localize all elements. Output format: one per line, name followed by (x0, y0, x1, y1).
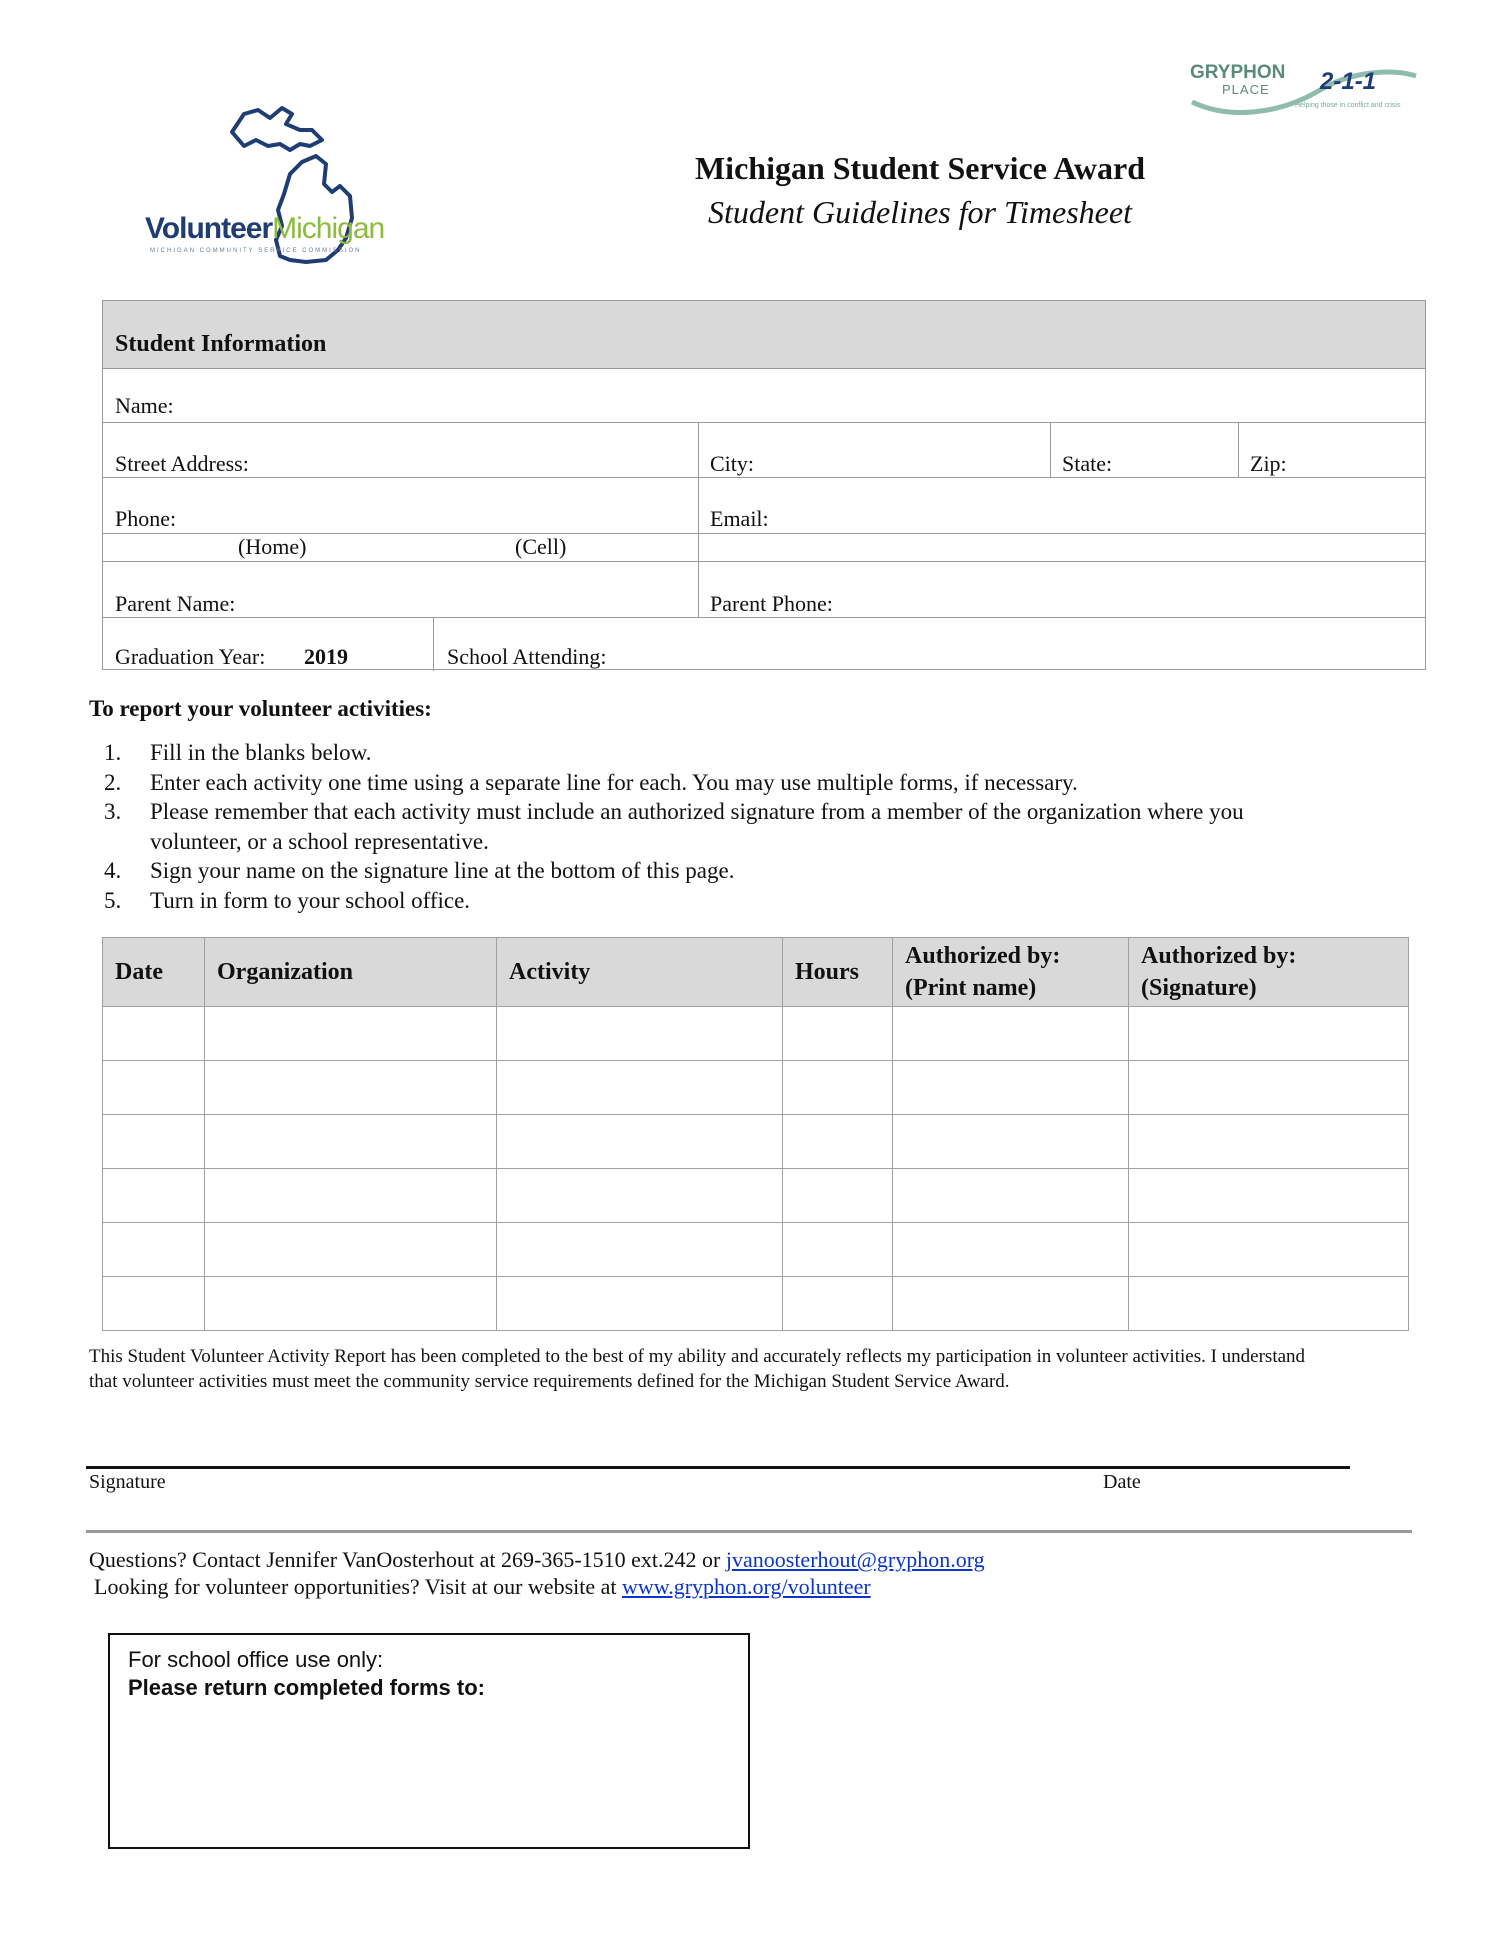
student-info-heading: Student Information (115, 331, 327, 357)
instruction-text: Fill in the blanks below. (150, 740, 372, 765)
hours-cell[interactable] (783, 1007, 893, 1061)
authorized-print-cell[interactable] (893, 1223, 1129, 1277)
authorized-print-cell[interactable] (893, 1169, 1129, 1223)
instruction-step: 2. Enter each activity one time using a separate line for each. You may use multiple forms, if necessary. (104, 769, 1078, 795)
activity-row (103, 1061, 1409, 1115)
zip-field[interactable]: Zip: (1250, 451, 1287, 476)
organization-column-header: Organization (205, 938, 497, 1007)
email-field[interactable]: Email: (710, 506, 769, 531)
contact-email-link[interactable]: jvanoosterhout@gryphon.org (725, 1547, 985, 1572)
name-field[interactable]: Name: (115, 393, 174, 418)
date-column-header: Date (103, 938, 205, 1007)
authorized-print-cell[interactable] (893, 1277, 1129, 1331)
state-field[interactable]: State: (1062, 451, 1113, 476)
activity-row (103, 1007, 1409, 1061)
activity-row (103, 1223, 1409, 1277)
activity-table (102, 937, 1409, 1331)
date-cell[interactable] (103, 1223, 205, 1277)
divider (86, 1530, 1412, 1533)
office-use-label: For school office use only: (128, 1647, 384, 1672)
organization-cell[interactable] (205, 1115, 497, 1169)
organization-cell[interactable] (205, 1007, 497, 1061)
instruction-step: 1. Fill in the blanks below. (104, 740, 372, 765)
logo-tagline: MICHIGAN COMMUNITY SERVICE COMMISSION (150, 248, 362, 254)
hours-cell[interactable] (783, 1061, 893, 1115)
certification-statement: This Student Volunteer Activity Report has been completed to the best of my ability and accurately reflects my participation in volunteer activities. I understand that volunteer activities must meet the community service requirements defined for the Michigan Student Service Award. (89, 1346, 1306, 1392)
gryphon-place-text: PLACE (1222, 82, 1270, 97)
volunteer-michigan-wordmark (145, 212, 384, 246)
authorized-signature-cell[interactable] (1129, 1007, 1409, 1061)
instruction-text: Turn in form to your school office. (150, 887, 471, 913)
date-cell[interactable] (103, 1169, 205, 1223)
authorized-signature-cell[interactable] (1129, 1169, 1409, 1223)
organization-cell[interactable] (205, 1061, 497, 1115)
date-cell[interactable] (103, 1061, 205, 1115)
authorized-signature-cell[interactable] (1129, 1223, 1409, 1277)
date-cell[interactable] (103, 1277, 205, 1331)
return-forms-label: Please return completed forms to: (128, 1675, 485, 1700)
activity-cell[interactable] (497, 1061, 783, 1115)
website-link[interactable]: www.gryphon.org/volunteer (622, 1574, 871, 1599)
signature-line[interactable] (86, 1466, 1350, 1469)
gryphon-name: GRYPHON (1190, 62, 1286, 83)
organization-cell[interactable] (205, 1223, 497, 1277)
parent-phone-field[interactable]: Parent Phone: (710, 591, 833, 616)
activity-cell[interactable] (497, 1007, 783, 1061)
instruction-text: Enter each activity one time using a separate line for each. You may use multiple forms, if necessary. (150, 769, 1078, 795)
instruction-step: 4. Sign your name on the signature line at the bottom of this page. (104, 858, 735, 883)
graduation-year-label: Graduation Year: (115, 644, 266, 669)
authorized-signature-cell[interactable] (1129, 1115, 1409, 1169)
hours-column-header: Hours (783, 938, 893, 1007)
hours-cell[interactable] (783, 1115, 893, 1169)
gryphon-place-logo (1190, 62, 1420, 122)
phone-field[interactable]: Phone: (115, 506, 177, 531)
gryphon-tagline: Helping those in conflict and crisis (1295, 102, 1401, 109)
home-phone-label: (Home) (238, 534, 307, 559)
street-address-field[interactable]: Street Address: (115, 451, 249, 476)
authorized-signature-column-header: Authorized by: (Signature) (1129, 938, 1409, 1007)
authorized-print-column-header: Authorized by: (Print name) (893, 938, 1129, 1007)
logo-volunteer-text: Volunteer (145, 212, 273, 245)
authorized-signature-cell[interactable] (1129, 1061, 1409, 1115)
instruction-step: 5. Turn in form to your school office. (104, 887, 471, 913)
gryphon-211-text: 2-1-1 (1320, 68, 1377, 95)
instructions-heading: To report your volunteer activities: (89, 696, 432, 721)
volunteer-michigan-logo (140, 100, 400, 280)
student-info-header (103, 301, 1425, 369)
date-cell[interactable] (103, 1007, 205, 1061)
student-info-table (102, 300, 1426, 670)
authorized-print-cell[interactable] (893, 1007, 1129, 1061)
contact-questions (89, 1547, 985, 1573)
authorized-signature-cell[interactable] (1129, 1277, 1409, 1331)
activity-cell[interactable] (497, 1223, 783, 1277)
instruction-step: 3. Please remember that each activity must include an authorized signature from a member of the organization where you volunteer, or a school representative. (104, 799, 1244, 854)
activity-cell[interactable] (497, 1115, 783, 1169)
instruction-text: Sign your name on the signature line at the bottom of this page. (150, 858, 735, 883)
school-attending-field[interactable]: School Attending: (447, 644, 607, 669)
page-title: Michigan Student Service Award (694, 150, 1146, 186)
activity-column-header: Activity (497, 938, 783, 1007)
city-field[interactable]: City: (710, 451, 755, 476)
cell-phone-label: (Cell) (515, 534, 567, 559)
activity-row (103, 1169, 1409, 1223)
organization-cell[interactable] (205, 1277, 497, 1331)
date-cell[interactable] (103, 1115, 205, 1169)
activity-cell[interactable] (497, 1169, 783, 1223)
graduation-year-value[interactable]: 2019 (304, 644, 348, 669)
activity-row (103, 1115, 1409, 1169)
hours-cell[interactable] (783, 1277, 893, 1331)
organization-cell[interactable] (205, 1169, 497, 1223)
authorized-print-cell[interactable] (893, 1061, 1129, 1115)
activity-cell[interactable] (497, 1277, 783, 1331)
contact-text: Questions? Contact Jennifer VanOosterhout at 269-365-1510 ext.242 or (89, 1547, 726, 1572)
contact-opportunities (94, 1574, 871, 1600)
instruction-text: Please remember that each activity must include an authorized signature from a member of the organization where you volunteer, or a school representative. (150, 799, 1244, 854)
signature-label: Signature (89, 1471, 166, 1493)
hours-cell[interactable] (783, 1223, 893, 1277)
school-office-box (108, 1633, 750, 1849)
activity-row (103, 1277, 1409, 1331)
hours-cell[interactable] (783, 1169, 893, 1223)
instructions-list (104, 738, 1354, 915)
contact-text: Looking for volunteer opportunities? Visit at our website at (94, 1574, 622, 1599)
parent-name-field[interactable]: Parent Name: (115, 591, 236, 616)
logo-michigan-text: Michigan (272, 212, 385, 245)
page-subtitle: Student Guidelines for Timesheet (708, 194, 1132, 230)
authorized-print-cell[interactable] (893, 1115, 1129, 1169)
date-label: Date (1103, 1471, 1141, 1493)
activity-header-row (103, 938, 1409, 1007)
